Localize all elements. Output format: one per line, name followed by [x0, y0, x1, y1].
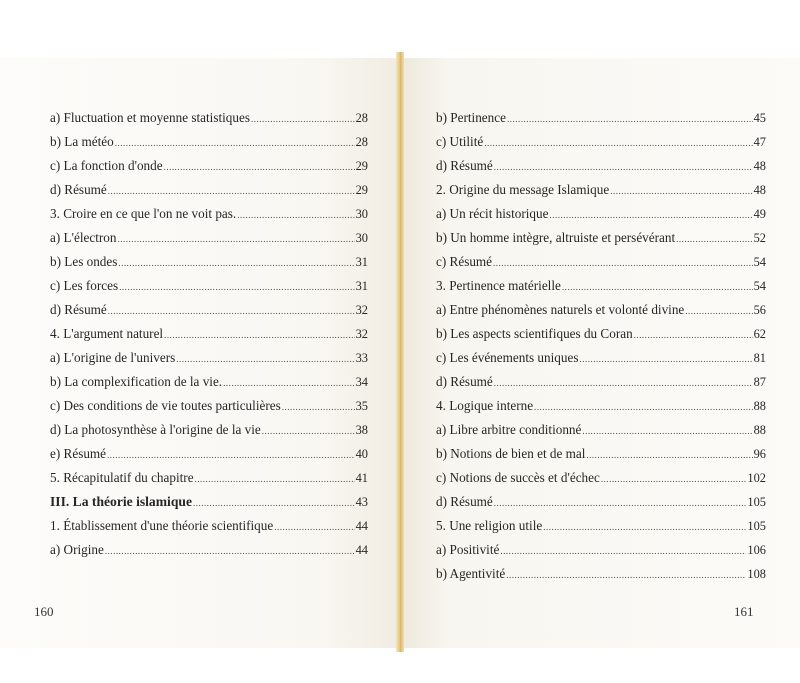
toc-entry-page-number: 29: [355, 183, 368, 197]
book-gutter: [396, 52, 404, 652]
toc-entry-title: d) Résumé: [436, 494, 493, 509]
toc-entry-title: b) Un homme intègre, altruiste et persévérant: [436, 230, 676, 245]
dot-leader: [685, 306, 752, 316]
dot-leader: [543, 522, 746, 532]
toc-entry-page-number: 52: [753, 231, 766, 245]
toc-entry: [436, 254, 766, 278]
toc-entry: [436, 446, 766, 470]
toc-entry-title: a) L'origine de l'univers: [50, 350, 176, 365]
toc-entry: [50, 470, 368, 494]
dot-leader: [494, 162, 753, 172]
toc-entry-page-number: 45: [753, 111, 766, 125]
left-page-number: 160: [34, 604, 54, 619]
toc-entry-page-number: 96: [753, 447, 766, 461]
dot-leader: [562, 282, 753, 292]
toc-entry: [50, 374, 368, 398]
dot-leader: [119, 282, 355, 292]
dot-leader: [493, 258, 753, 268]
toc-entry-title: e) Résumé: [50, 446, 107, 461]
toc-entry-page-number: 31: [355, 255, 368, 269]
toc-entry: [436, 350, 766, 374]
toc-entry: [50, 494, 368, 518]
dot-leader: [676, 234, 752, 244]
toc-entry: [436, 494, 766, 518]
toc-entry-title: c) Les événements uniques: [436, 350, 579, 365]
toc-entry: [50, 350, 368, 374]
toc-entry-page-number: 47: [753, 135, 766, 149]
toc-entry-title: a) Un récit historique: [436, 206, 549, 221]
right-page-number: 161: [734, 604, 754, 619]
toc-entry-title: a) Fluctuation et moyenne statistiques: [50, 110, 250, 125]
toc-entry-title: 4. Logique interne: [436, 398, 534, 413]
dot-leader: [164, 330, 355, 340]
dot-leader: [634, 330, 753, 340]
toc-entry: [50, 398, 368, 422]
toc-entry: [436, 374, 766, 398]
toc-entry-page-number: 54: [753, 279, 766, 293]
toc-entry: [436, 278, 766, 302]
toc-entry-page-number: 108: [747, 567, 766, 581]
toc-entry-page-number: 87: [753, 375, 766, 389]
toc-entry: [436, 470, 766, 494]
toc-entry: [50, 158, 368, 182]
toc-entry-page-number: 88: [753, 423, 766, 437]
toc-entry-page-number: 33: [355, 351, 368, 365]
toc-entry-title: III. La théorie islamique: [50, 494, 192, 509]
toc-entry-title: d) Résumé: [436, 158, 493, 173]
toc-entry-page-number: 105: [747, 519, 766, 533]
toc-entry-title: b) La complexification de la vie.: [50, 374, 223, 389]
toc-entry-page-number: 35: [355, 399, 368, 413]
dot-leader: [506, 570, 746, 580]
dot-leader: [500, 546, 746, 556]
toc-entry-title: 4. L'argument naturel: [50, 326, 164, 341]
toc-entry-page-number: 30: [355, 207, 368, 221]
toc-entry-title: b) Les ondes: [50, 254, 118, 269]
toc-entry-title: a) Libre arbitre conditionné: [436, 422, 582, 437]
toc-entry-page-number: 105: [747, 495, 766, 509]
toc-entry-page-number: 81: [753, 351, 766, 365]
toc-entry-page-number: 28: [355, 111, 368, 125]
toc-entry: [50, 254, 368, 278]
toc-entry: [436, 158, 766, 182]
toc-entry: [50, 206, 368, 230]
toc-entry-page-number: 102: [747, 471, 766, 485]
dot-leader: [549, 210, 752, 220]
dot-leader: [176, 354, 354, 364]
toc-entry-title: 3. Croire en ce que l'on ne voit pas.: [50, 206, 237, 221]
dot-leader: [118, 258, 354, 268]
toc-entry-title: b) Agentivité: [436, 566, 506, 581]
dot-leader: [507, 114, 753, 124]
dot-leader: [586, 450, 752, 460]
toc-entry-title: a) L'électron: [50, 230, 117, 245]
dot-leader: [282, 402, 355, 412]
toc-entry-title: b) La météo: [50, 134, 114, 149]
toc-entry: [436, 326, 766, 350]
toc-entry-title: d) La photosynthèse à l'origine de la vie: [50, 422, 261, 437]
toc-entry-page-number: 38: [355, 423, 368, 437]
toc-entry: [50, 134, 368, 158]
toc-entry-page-number: 32: [355, 327, 368, 341]
toc-entry-title: 5. Une religion utile: [436, 518, 543, 533]
dot-leader: [105, 546, 355, 556]
toc-entry-title: b) Les aspects scientifiques du Coran: [436, 326, 633, 341]
toc-entry: [50, 302, 368, 326]
toc-entry-title: c) Des conditions de vie toutes particulières: [50, 398, 281, 413]
toc-entry: [436, 542, 766, 566]
toc-entry: [436, 302, 766, 326]
toc-entry-page-number: 31: [355, 279, 368, 293]
toc-entry: [436, 182, 766, 206]
toc-entry: [436, 518, 766, 542]
toc-entry-page-number: 54: [753, 255, 766, 269]
toc-entry: [436, 110, 766, 134]
dot-leader: [494, 378, 753, 388]
toc-entry-page-number: 62: [753, 327, 766, 341]
toc-entry-title: c) Notions de succès et d'échec: [436, 470, 600, 485]
toc-entry-page-number: 34: [355, 375, 368, 389]
toc-entry: [436, 422, 766, 446]
dot-leader: [494, 498, 747, 508]
toc-entry: [50, 110, 368, 134]
dot-leader: [582, 426, 752, 436]
toc-entry-title: c) La fonction d'onde: [50, 158, 163, 173]
toc-entry-page-number: 30: [355, 231, 368, 245]
toc-entry: [436, 566, 766, 590]
dot-leader: [108, 306, 355, 316]
toc-entry-page-number: 44: [355, 519, 368, 533]
dot-leader: [195, 474, 355, 484]
toc-entry-title: d) Résumé: [50, 182, 107, 197]
dot-leader: [274, 522, 354, 532]
toc-entry: [50, 542, 368, 566]
toc-entry-page-number: 106: [747, 543, 766, 557]
toc-entry: [50, 326, 368, 350]
toc-entry-title: 3. Pertinence matérielle: [436, 278, 561, 293]
toc-entry-title: a) Origine: [50, 542, 104, 557]
toc-entry-page-number: 48: [753, 183, 766, 197]
dot-leader: [164, 162, 355, 172]
toc-entry-title: 2. Origine du message Islamique: [436, 182, 610, 197]
toc-entry: [50, 422, 368, 446]
toc-entry-title: b) Notions de bien et de mal: [436, 446, 586, 461]
toc-entry: [436, 134, 766, 158]
dot-leader: [610, 186, 752, 196]
toc-entry-page-number: 44: [355, 543, 368, 557]
dot-leader: [115, 138, 355, 148]
dot-leader: [484, 138, 752, 148]
toc-entry-title: a) Entre phénomènes naturels et volonté divine: [436, 302, 685, 317]
toc-entry-page-number: 88: [753, 399, 766, 413]
dot-leader: [262, 426, 355, 436]
toc-entry-page-number: 49: [753, 207, 766, 221]
toc-entry-title: 5. Récapitulatif du chapitre: [50, 470, 194, 485]
toc-entry: [50, 518, 368, 542]
toc-entry-page-number: 40: [355, 447, 368, 461]
toc-entry: [50, 278, 368, 302]
toc-entry-page-number: 48: [753, 159, 766, 173]
toc-entry: [436, 398, 766, 422]
dot-leader: [117, 234, 354, 244]
toc-entry-title: d) Résumé: [50, 302, 107, 317]
toc-entry-page-number: 43: [355, 495, 368, 509]
toc-entry-title: 1. Établissement d'une théorie scientifique: [50, 518, 274, 533]
toc-entry-page-number: 56: [753, 303, 766, 317]
toc-entry-title: a) Positivité: [436, 542, 500, 557]
toc-entry: [436, 206, 766, 230]
dot-leader: [108, 186, 355, 196]
toc-entry-page-number: 28: [355, 135, 368, 149]
dot-leader: [223, 378, 355, 388]
dot-leader: [193, 498, 355, 508]
dot-leader: [107, 450, 355, 460]
toc-entry-page-number: 29: [355, 159, 368, 173]
toc-entry-page-number: 41: [355, 471, 368, 485]
toc-entry-title: c) Les forces: [50, 278, 119, 293]
right-table-of-contents: [436, 110, 766, 590]
dot-leader: [237, 210, 354, 220]
dot-leader: [601, 474, 747, 484]
dot-leader: [579, 354, 752, 364]
toc-entry: [50, 230, 368, 254]
toc-entry-page-number: 32: [355, 303, 368, 317]
toc-entry: [436, 230, 766, 254]
toc-entry: [50, 182, 368, 206]
toc-entry-title: b) Pertinence: [436, 110, 506, 125]
left-table-of-contents: [50, 110, 368, 566]
toc-entry-title: c) Résumé: [436, 254, 493, 269]
dot-leader: [251, 114, 355, 124]
toc-entry-title: c) Utilité: [436, 134, 484, 149]
dot-leader: [534, 402, 753, 412]
toc-entry-title: d) Résumé: [436, 374, 493, 389]
toc-entry: [50, 446, 368, 470]
